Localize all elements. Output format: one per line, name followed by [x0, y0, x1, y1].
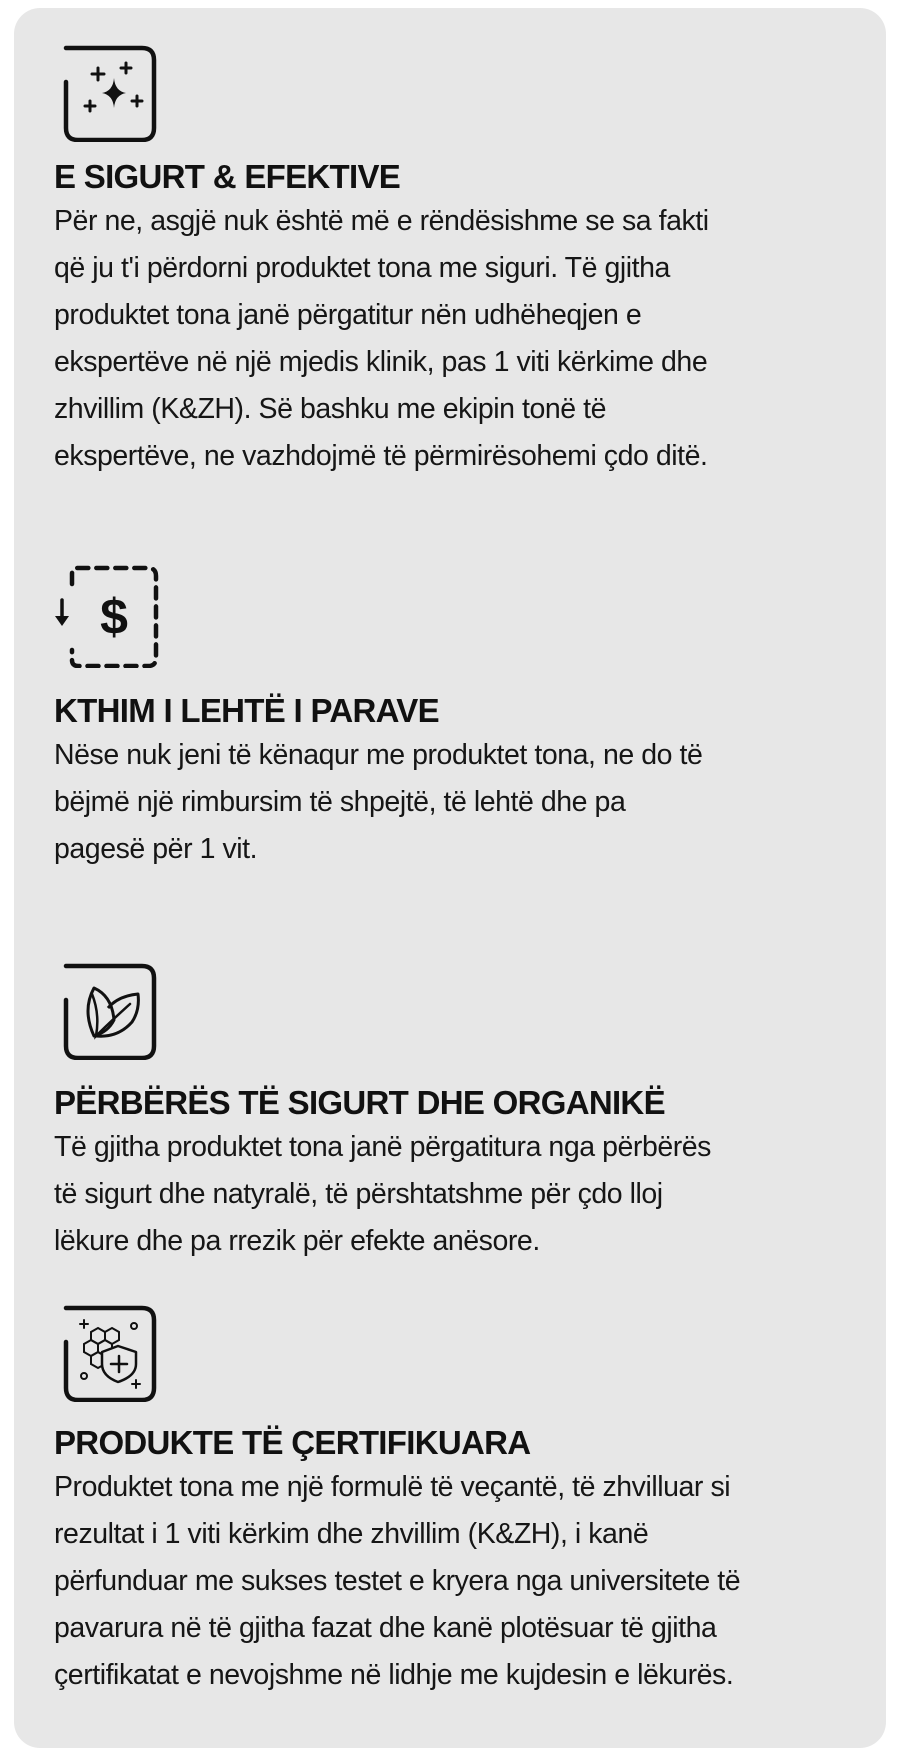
certified-shield-icon: [54, 1298, 158, 1402]
feature-title: PRODUKTE TË ÇERTIFIKUARA: [54, 1424, 531, 1461]
feature-money-back: [54, 564, 884, 873]
features-card: [14, 8, 886, 1748]
description-line: që ju t'i përdorni produktet tona me siguri. Të gjitha: [54, 252, 670, 284]
description-line: Për ne, asgjë nuk është më e rëndësishme se sa fakti: [54, 205, 709, 237]
description-line: Nëse nuk jeni të kënaqur me produktet tona, ne do të: [54, 739, 703, 771]
description-line: Produktet tona me një formulë të veçantë, të zhvilluar si: [54, 1471, 731, 1503]
description-line: lëkure dhe pa rrezik për efekte anësore.: [54, 1225, 540, 1257]
description-line: produktet tona janë përgatitur nën udhëheqjen e: [54, 299, 642, 331]
feature-organic-ingredients: [54, 956, 884, 1265]
feature-title: KTHIM I LEHTË I PARAVE: [54, 692, 439, 729]
feature-description: [54, 198, 884, 480]
description-line: Të gjitha produktet tona janë përgatitura nga përbërës: [54, 1131, 711, 1163]
feature-safe-effective: [54, 38, 884, 480]
feature-description: [54, 732, 884, 873]
feature-title: E SIGURT & EFEKTIVE: [54, 158, 401, 195]
description-line: zhvillim (K&ZH). Së bashku me ekipin tonë të: [54, 393, 607, 425]
svg-text:$: $: [100, 589, 128, 645]
feature-title: PËRBËRËS TË SIGURT DHE ORGANIKË: [54, 1084, 665, 1121]
feature-description: [54, 1464, 884, 1699]
description-line: ekspertëve, ne vazhdojmë të përmirësohemi çdo ditë.: [54, 440, 708, 472]
description-line: të sigurt dhe natyralë, të përshtatshme për çdo lloj: [54, 1178, 663, 1210]
leaf-icon: [54, 956, 158, 1060]
money-back-icon: [54, 564, 164, 668]
feature-description: [54, 1124, 884, 1265]
description-line: ekspertëve në një mjedis klinik, pas 1 viti kërkime dhe: [54, 346, 708, 378]
sparkles-icon: [54, 38, 158, 142]
description-line: pavarura në të gjitha fazat dhe kanë plotësuar të gjitha: [54, 1612, 717, 1644]
description-line: përfunduar me sukses testet e kryera nga universitete të: [54, 1565, 741, 1597]
feature-certified-products: [54, 1298, 884, 1699]
description-line: rezultat i 1 viti kërkim dhe zhvillim (K&ZH), i kanë: [54, 1518, 649, 1550]
description-line: bëjmë një rimbursim të shpejtë, të lehtë dhe pa: [54, 786, 626, 818]
description-line: pagesë për 1 vit.: [54, 833, 258, 865]
description-line: çertifikatat e nevojshme në lidhje me kujdesin e lëkurës.: [54, 1659, 734, 1691]
